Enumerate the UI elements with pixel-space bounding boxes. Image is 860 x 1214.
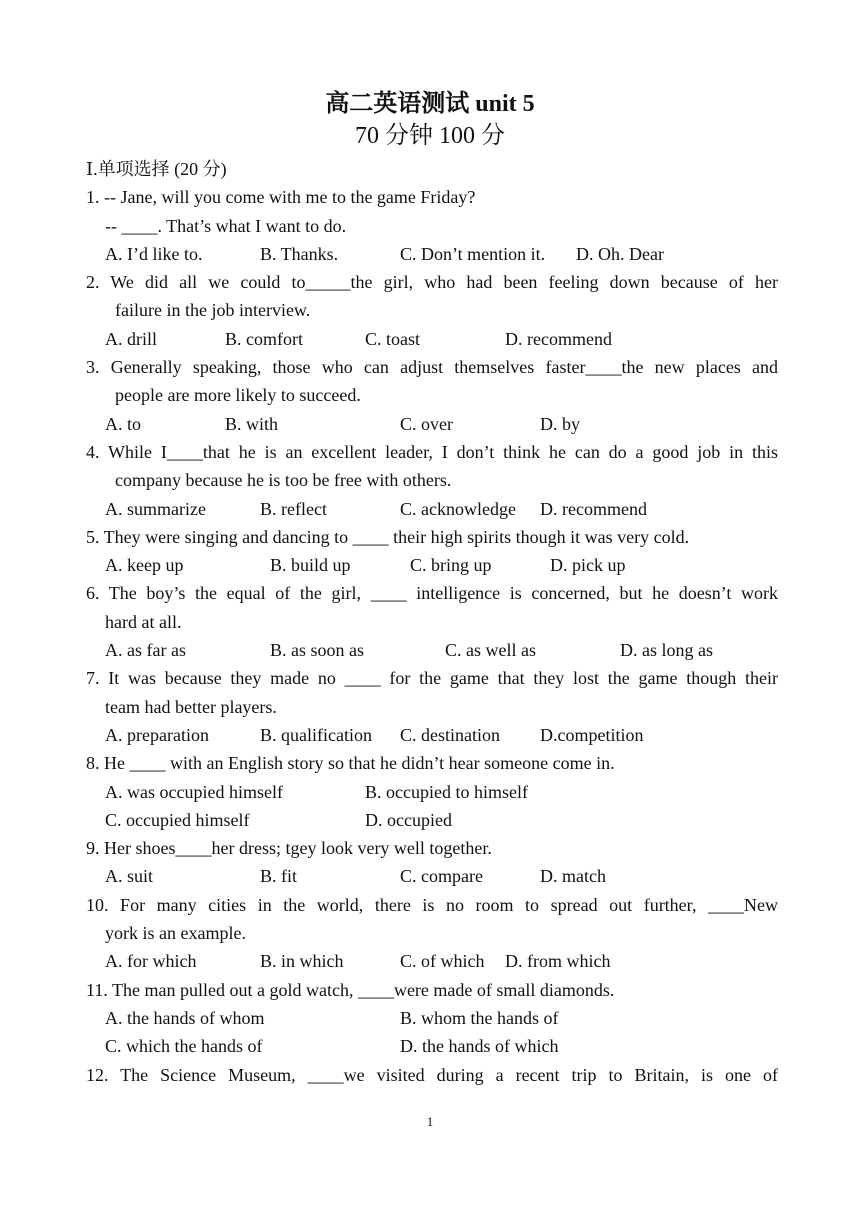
option-row xyxy=(86,947,778,975)
question-stem: 2. We did all we could to_____the girl, who had been feeling down because of her xyxy=(86,272,778,293)
question-stem-continued: company because he is too be free with others. xyxy=(115,470,452,491)
option-c: C. which the hands of xyxy=(105,1036,263,1057)
option-c: C. over xyxy=(400,413,453,434)
option-d: D. as long as xyxy=(620,640,713,661)
question-9 xyxy=(86,834,778,891)
option-row xyxy=(86,1032,778,1060)
page-title: 高二英语测试 unit 5 xyxy=(325,91,535,117)
option-row xyxy=(86,721,778,749)
option-a: A. preparation xyxy=(105,724,209,745)
option-a: A. summarize xyxy=(105,498,206,519)
option-c: C. of which xyxy=(400,951,485,972)
option-a: A. I’d like to. xyxy=(105,243,203,264)
page-subtitle: 70 分钟 100 分 xyxy=(355,123,505,149)
option-row xyxy=(86,778,778,806)
question-stem-continued: team had better players. xyxy=(105,696,277,717)
question-stem-continued: people are more likely to succeed. xyxy=(115,385,361,406)
option-a: A. for which xyxy=(105,951,197,972)
option-c: C. bring up xyxy=(410,555,492,576)
question-list xyxy=(86,155,778,1089)
option-d: D. pick up xyxy=(550,555,626,576)
option-row xyxy=(86,240,778,268)
question-stem: 7. It was because they made no ____ for the game that they lost the game though their xyxy=(86,668,778,689)
option-a: A. drill xyxy=(105,328,157,349)
question-stem: 6. The boy’s the equal of the girl, ____ intelligence is concerned, but he doesn’t work xyxy=(86,583,778,604)
question-2 xyxy=(86,268,778,353)
option-c: C. Don’t mention it. xyxy=(400,243,546,264)
question-8 xyxy=(86,749,778,834)
option-b: B. build up xyxy=(270,555,351,576)
option-a: A. was occupied himself xyxy=(105,781,283,802)
option-c: C. toast xyxy=(365,328,421,349)
option-row xyxy=(86,551,778,579)
option-b: B. whom the hands of xyxy=(400,1007,559,1028)
option-row xyxy=(86,325,778,353)
question-7 xyxy=(86,664,778,749)
question-5 xyxy=(86,523,778,580)
option-b: B. occupied to himself xyxy=(365,781,528,802)
question-4 xyxy=(86,438,778,523)
option-row xyxy=(86,495,778,523)
option-b: B. fit xyxy=(260,866,298,887)
option-a: A. to xyxy=(105,413,141,434)
option-row xyxy=(86,862,778,890)
question-stem-continued: york is an example. xyxy=(105,923,246,944)
question-stem-continued: -- ____. That’s what I want to do. xyxy=(105,215,347,236)
option-c: C. as well as xyxy=(445,640,536,661)
question-stem-continued: hard at all. xyxy=(105,611,182,632)
question-stem: 8. He ____ with an English story so that he didn’t hear someone come in. xyxy=(86,753,615,774)
option-b: B. in which xyxy=(260,951,344,972)
question-stem-continued: failure in the job interview. xyxy=(115,300,311,321)
option-a: A. suit xyxy=(105,866,154,887)
option-b: B. comfort xyxy=(225,328,303,349)
question-stem: 9. Her shoes____her dress; tgey look very well together. xyxy=(86,838,492,859)
option-d: D. by xyxy=(540,413,580,434)
question-12 xyxy=(86,1061,778,1089)
question-stem: 4. While I____that he is an excellent leader, I don’t think he can do a good job in this xyxy=(86,441,778,462)
option-row xyxy=(86,410,778,438)
option-b: B. Thanks. xyxy=(260,243,339,264)
option-b: B. with xyxy=(225,413,279,434)
question-stem: 12. The Science Museum, ____we visited during a recent trip to Britain, is one of xyxy=(86,1064,778,1085)
option-a: A. keep up xyxy=(105,555,184,576)
question-stem: 10. For many cities in the world, there is no room to spread out further, ____New xyxy=(86,894,778,915)
option-b: B. as soon as xyxy=(270,640,364,661)
option-c: C. occupied himself xyxy=(105,809,250,830)
option-c: C. acknowledge xyxy=(400,498,516,519)
option-b: B. qualification xyxy=(260,724,372,745)
question-11 xyxy=(86,976,778,1061)
question-stem: 11. The man pulled out a gold watch, ____were made of small diamonds. xyxy=(86,979,615,1000)
question-stem: 1. -- Jane, will you come with me to the game Friday? xyxy=(86,187,476,208)
option-d: D. match xyxy=(540,866,606,887)
option-a: A. as far as xyxy=(105,640,186,661)
option-row xyxy=(86,636,778,664)
option-d: D. Oh. Dear xyxy=(576,243,664,264)
option-row xyxy=(86,806,778,834)
option-c: C. compare xyxy=(400,866,483,887)
option-d: D.competition xyxy=(540,724,644,745)
option-b: B. reflect xyxy=(260,498,327,519)
option-d: D. recommend xyxy=(540,498,647,519)
page-number: 1 xyxy=(426,1114,434,1129)
question-stem: 5. They were singing and dancing to ____ their high spirits though it was very cold. xyxy=(86,526,690,547)
option-d: D. from which xyxy=(505,951,611,972)
option-d: D. the hands of which xyxy=(400,1036,559,1057)
option-d: D. recommend xyxy=(505,328,612,349)
option-d: D. occupied xyxy=(365,809,452,830)
section-heading: Ⅰ.单项选择 (20 分) xyxy=(86,159,227,179)
question-1 xyxy=(86,183,778,268)
option-c: C. destination xyxy=(400,724,500,745)
question-10 xyxy=(86,891,778,976)
question-6 xyxy=(86,579,778,664)
option-row xyxy=(86,1004,778,1032)
question-3 xyxy=(86,353,778,438)
question-stem: 3. Generally speaking, those who can adjust themselves faster____the new places and xyxy=(86,357,778,378)
option-a: A. the hands of whom xyxy=(105,1007,265,1028)
